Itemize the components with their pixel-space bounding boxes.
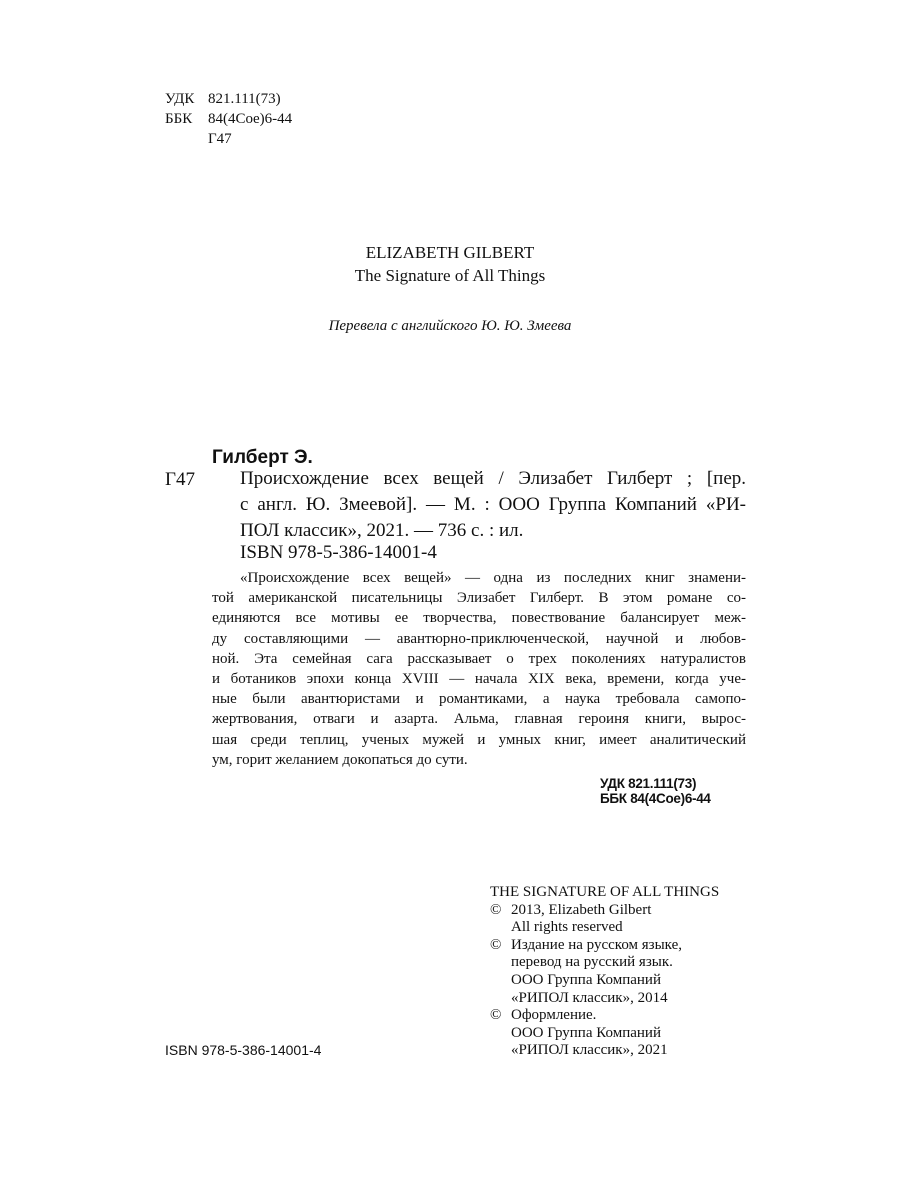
copyright-line: All rights reserved [511,919,623,936]
annotation-line: единяются все мотивы ее творчества, повествование балансирует меж- [212,610,746,627]
copyright-original-title: THE SIGNATURE OF ALL THINGS [490,884,720,900]
annotation-line: ной. Эта семейная сага рассказывает о трех поколениях натуралистов [212,650,746,667]
author-mark: Г47 [208,131,232,147]
copyright-entry [490,902,719,920]
copyright-line: «РИПОЛ классик», 2021 [511,1042,668,1059]
annotation-line: «Происхождение всех вещей» — одна из последних книг знамени- [240,570,746,586]
udk-value: 821.111(73) [208,91,281,107]
copyright-symbol: © [490,901,502,918]
bbk-label: ББК [165,111,193,127]
original-title: The Signature of All Things [354,266,546,285]
catalog-code: Г47 [165,469,195,490]
annotation-line: ум, горит желанием докопаться до сути. [212,751,468,768]
bbk-value: 84(4Coe)6-44 [208,111,293,127]
bib-line: с англ. Ю. Змеевой]. — М. : ООО Группа Компаний «РИ- [240,494,746,515]
bib-line: Происхождение всех вещей / Элизабет Гилберт ; [пер. [240,468,746,489]
annotation-line: ду составляющими — авантюрно-приключенческой, научной и любов- [212,630,746,647]
card-bbk-code: ББК 84(4Coe)6-44 [600,791,711,806]
copyright-entry [490,937,719,955]
footer-isbn: ISBN 978-5-386-14001-4 [165,1042,322,1058]
annotation-line: и ботаников эпохи конца XVIII — начала XIX века, времени, когда уче- [212,671,746,688]
copyright-line: Издание на русском языке, [511,936,682,953]
udk-row [165,89,281,109]
author-mark-row [165,129,232,149]
udk-label: УДК [165,91,195,107]
translator-note: Перевела с английского Ю. Ю. Змеева [328,318,572,334]
copyright-line: «РИПОЛ классик», 2014 [511,989,668,1006]
copyright-entry [490,1007,719,1025]
copyright-symbol: © [490,936,502,953]
copyright-line: перевод на русский язык. [511,954,673,971]
annotation-line: ные были авантюристами и романтиками, а наука требовала самопо- [212,691,746,708]
copyright-block [490,884,719,1060]
bib-line: ПОЛ классик», 2021. — 736 с. : ил. [240,520,524,541]
copyright-line: 2013, Elizabeth Gilbert [511,901,652,918]
annotation [212,568,746,770]
bibliographic-description [240,466,746,544]
copyright-line: Оформление. [511,1007,597,1024]
original-author: ELIZABETH GILBERT [365,243,535,262]
card-udk-code: УДК 821.111(73) [600,776,697,791]
annotation-line: той американской писательницы Элизабет Гилберт. В этом романе со- [212,590,746,607]
copyright-line: ООО Группа Компаний [511,971,661,988]
copyright-line: ООО Группа Компаний [511,1024,661,1041]
annotation-line: жертвования, отваги и азарта. Альма, главная героиня книги, вырос- [212,711,746,728]
catalog-author-heading: Гилберт Э. [212,447,313,468]
annotation-line: шая среди теплиц, ученых мужей и умных книг, имеет аналитический [212,731,746,748]
catalog-isbn: ISBN 978-5-386-14001-4 [240,542,437,563]
copyright-symbol: © [490,1007,502,1024]
bbk-row [165,109,292,129]
